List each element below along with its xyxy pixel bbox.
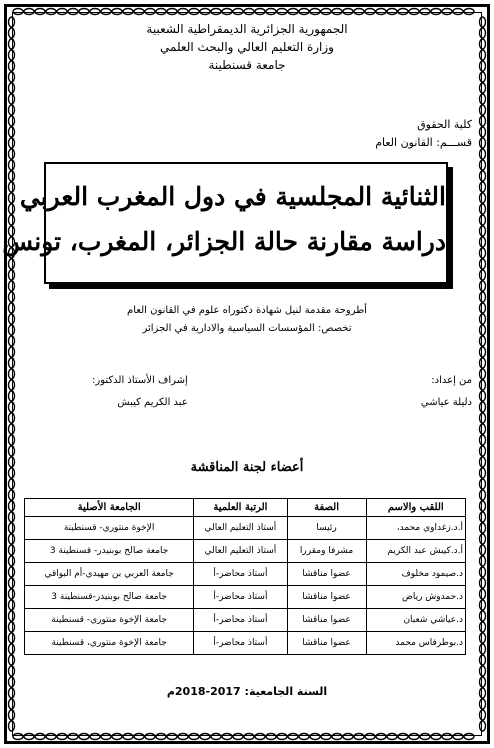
border-ornament [480,270,486,280]
border-ornament [9,303,15,313]
member-rank: أستاذ محاضر-أ [194,586,287,609]
border-ornament [480,61,486,71]
border-ornament [354,734,364,740]
border-ornament [480,446,486,456]
ministry-name: وزارة التعليم العالي والبحث العلمي [160,40,334,54]
table-row [25,586,466,609]
border-ornament [134,734,144,740]
border-ornament [480,699,486,709]
border-ornament [9,501,15,511]
border-ornament [9,39,15,49]
border-ornament [35,9,45,15]
border-ornament [376,734,386,740]
border-ornament [9,622,15,632]
border-ornament [200,9,210,15]
border-ornament [480,50,486,60]
border-ornament [9,688,15,698]
border-ornament [299,9,309,15]
faculty-name: كلية الحقوق [417,118,472,131]
member-university: جامعة الإخوة منتوري، قسنطينة [25,632,194,655]
supervisor-block [92,370,188,414]
border-ornament [288,734,298,740]
member-name: أ.د.زغداوي محمد، [366,517,465,540]
border-ornament [9,182,15,192]
border-ornament [211,9,221,15]
border-ornament [9,611,15,621]
border-ornament [167,9,177,15]
border-ornament [480,28,486,38]
member-rank: أستاذ محاضر-أ [194,609,287,632]
committee-header-row [25,499,466,517]
border-ornament [480,193,486,203]
border-ornament [387,734,397,740]
border-ornament [480,314,486,324]
border-ornament [480,72,486,82]
border-ornament [178,9,188,15]
border-ornament [480,204,486,214]
border-ornament [9,490,15,500]
border-ornament [376,9,386,15]
border-ornament [9,523,15,533]
border-ornament [431,9,441,15]
border-ornament [9,83,15,93]
border-ornament [9,534,15,544]
department-name: قســـم: القانون العام [375,136,472,149]
committee-table [24,498,466,655]
border-ornament [480,666,486,676]
border-ornament [321,734,331,740]
border-ornament [9,699,15,709]
border-ornament [145,9,155,15]
border-ornament [9,600,15,610]
border-ornament [420,734,430,740]
border-ornament [321,9,331,15]
border-ornament [480,160,486,170]
border-ornament [398,734,408,740]
border-ornament [9,567,15,577]
border-ornament [178,734,188,740]
border-ornament [90,734,100,740]
border-ornament [480,578,486,588]
table-row [25,563,466,586]
member-rank: أستاذ التعليم العالي [194,517,287,540]
border-ornament [9,50,15,60]
member-name: د.صيمود مخلوف [366,563,465,586]
border-ornament [9,94,15,104]
border-ornament [9,655,15,665]
supervisor-label: إشراف الأستاذ الدكتور: [92,375,188,386]
border-ornament [409,734,419,740]
border-ornament [480,402,486,412]
border-ornament [9,215,15,225]
border-ornament [233,734,243,740]
border-ornament [9,116,15,126]
member-name: د.عياشي شعبان [366,609,465,632]
border-ornament [79,734,89,740]
university-name: جامعة قسنطينة [208,58,286,72]
member-name: د.حمدوش رياض [366,586,465,609]
border-ornament [442,9,452,15]
border-ornament [134,9,144,15]
border-ornament [480,600,486,610]
border-ornament [277,734,287,740]
thesis-title: الثنائية المجلسية في دول المغرب العربي [19,182,446,211]
title-box [2,162,448,284]
border-ornament [480,17,486,27]
border-ornament [480,523,486,533]
border-ornament [420,9,430,15]
border-ornament [9,358,15,368]
table-row [25,609,466,632]
header-university: الجامعة الأصلية [25,499,194,517]
border-ornament [354,9,364,15]
member-university: جامعة صالح بوبنيدر- قسنطينة 3 [25,540,194,563]
border-ornament [68,9,78,15]
header-role: الصفة [287,499,366,517]
border-ornament [464,9,474,15]
border-ornament [480,688,486,698]
border-ornament [9,281,15,291]
border-ornament [9,325,15,335]
border-ornament [9,28,15,38]
border-ornament [343,734,353,740]
border-ornament [480,490,486,500]
member-rank: أستاذ محاضر-أ [194,632,287,655]
table-row [25,540,466,563]
border-ornament [480,545,486,555]
border-ornament [480,369,486,379]
table-row [25,632,466,655]
border-ornament [310,734,320,740]
border-ornament [480,424,486,434]
committee-title: أعضاء لجنة المناقشة [190,460,304,475]
border-ornament [9,644,15,654]
border-ornament [112,734,122,740]
member-rank: أستاذ التعليم العالي [194,540,287,563]
border-ornament [299,734,309,740]
border-ornament [9,457,15,467]
border-ornament [480,171,486,181]
border-ornament [244,9,254,15]
border-ornament [24,734,34,740]
document-page [2,20,472,730]
member-role: مشرفا ومقررا [287,540,366,563]
member-role: عضوا مناقشا [287,586,366,609]
border-ornament [480,501,486,511]
border-ornament [480,237,486,247]
border-ornament [9,710,15,720]
member-university: جامعة العربي بن مهيدي-أم البواقي [25,563,194,586]
prepared-by-block [421,370,472,414]
border-ornament [9,292,15,302]
border-ornament [9,314,15,324]
border-ornament [79,9,89,15]
border-ornament [9,369,15,379]
border-ornament [9,677,15,687]
border-ornament [9,259,15,269]
border-ornament [480,457,486,467]
border-ornament [46,9,56,15]
border-ornament [464,734,474,740]
member-role: عضوا مناقشا [287,609,366,632]
border-ornament [387,9,397,15]
border-ornament [480,721,486,731]
border-ornament [480,677,486,687]
border-ornament [480,259,486,269]
border-ornament [9,391,15,401]
border-ornament [222,9,232,15]
border-ornament [123,9,133,15]
thesis-subtitle: دراسة مقارنة حالة الجزائر، المغرب، تونس [2,227,446,256]
border-ornament [480,292,486,302]
border-ornament [156,9,166,15]
border-ornament [480,611,486,621]
border-ornament [453,9,463,15]
border-ornament [480,303,486,313]
institution-header [22,20,472,74]
header-rank: الرتبة العلمية [194,499,287,517]
border-ornament [480,391,486,401]
border-ornament [480,468,486,478]
border-ornament [101,734,111,740]
border-ornament [480,138,486,148]
member-university: جامعة الإخوة منتوري- قسنطينة [25,609,194,632]
border-ornament [431,734,441,740]
border-ornament [9,347,15,357]
border-ornament [480,149,486,159]
border-ornament [480,281,486,291]
border-ornament [167,734,177,740]
border-ornament [68,734,78,740]
border-ornament [9,17,15,27]
specialty-line: تخصص: المؤسسات السياسية والادارية في الجزائر [142,323,352,334]
border-ornament [480,413,486,423]
border-ornament [9,72,15,82]
border-ornament [480,633,486,643]
border-ornament [453,734,463,740]
border-ornament [57,9,67,15]
border-ornament [9,160,15,170]
border-ornament [9,578,15,588]
border-ornament [9,468,15,478]
border-ornament [189,9,199,15]
border-ornament [480,622,486,632]
border-ornament [9,204,15,214]
border-ornament [255,9,265,15]
border-ornament [480,380,486,390]
border-ornament [480,655,486,665]
border-ornament [480,347,486,357]
border-ornament [332,734,342,740]
member-rank: أستاذ محاضر-أ [194,563,287,586]
border-ornament [343,9,353,15]
border-ornament [442,734,452,740]
border-ornament [9,424,15,434]
border-ornament [189,734,199,740]
border-ornament [9,633,15,643]
member-name: أ.د.كيبش عبد الكريم [366,540,465,563]
border-ornament [310,9,320,15]
border-ornament [9,127,15,137]
border-ornament [480,358,486,368]
border-ornament [9,721,15,731]
border-ornament [480,215,486,225]
border-ornament [101,9,111,15]
member-university: جامعة صالح بوبنيدر-قسنطينة 3 [25,586,194,609]
border-ornament [145,734,155,740]
border-ornament [480,248,486,258]
border-ornament [9,61,15,71]
border-ornament [480,512,486,522]
border-ornament [480,325,486,335]
border-ornament [255,734,265,740]
member-role: عضوا مناقشا [287,563,366,586]
border-ornament [365,9,375,15]
border-ornament [13,9,23,15]
border-ornament [480,710,486,720]
border-ornament [233,9,243,15]
academic-year: السنة الجامعية: 2017-2018م [166,685,328,698]
border-ornament [9,512,15,522]
thesis-description [22,302,472,338]
border-ornament [9,171,15,181]
border-ornament [9,589,15,599]
border-ornament [365,734,375,740]
border-ornament [398,9,408,15]
member-role: عضوا مناقشا [287,632,366,655]
border-ornament [480,567,486,577]
border-ornament [9,149,15,159]
border-ornament [9,479,15,489]
border-ornament [57,734,67,740]
border-ornament [35,734,45,740]
border-ornament [480,226,486,236]
border-ornament [480,83,486,93]
border-ornament [9,380,15,390]
border-ornament [9,666,15,676]
border-ornament [480,116,486,126]
degree-line: أطروحة مقدمة لنيل شهادة دكتوراه علوم في القانون العام [127,305,367,316]
border-ornament [480,589,486,599]
border-ornament [288,9,298,15]
border-ornament [211,734,221,740]
border-ornament [112,9,122,15]
border-ornament [9,556,15,566]
border-ornament [9,336,15,346]
border-ornament [480,479,486,489]
faculty-block [375,116,472,152]
border-ornament [480,105,486,115]
border-ornament [266,9,276,15]
header-name: اللقب والاسم [366,499,465,517]
border-ornament [9,413,15,423]
border-ornament [480,336,486,346]
border-ornament [266,734,276,740]
border-ornament [123,734,133,740]
border-ornament [480,534,486,544]
border-ornament [9,545,15,555]
border-ornament [156,734,166,740]
border-ornament [9,193,15,203]
border-ornament [9,138,15,148]
border-ornament [90,9,100,15]
border-ornament [222,734,232,740]
border-ornament [24,9,34,15]
member-university: الإخوة منتوري- قسنطينة [25,517,194,540]
prepared-by-label: من إعداد: [431,375,472,386]
border-ornament [480,435,486,445]
border-ornament [9,402,15,412]
border-ornament [480,127,486,137]
border-ornament [480,556,486,566]
border-ornament [409,9,419,15]
border-ornament [480,39,486,49]
member-name: د.بوطرفاس محمد [366,632,465,655]
border-ornament [9,270,15,280]
border-ornament [46,734,56,740]
prepared-by-name: دليلة عياشي [420,397,472,408]
border-ornament [9,105,15,115]
border-ornament [200,734,210,740]
border-ornament [9,435,15,445]
border-ornament [9,446,15,456]
member-role: رئيسا [287,517,366,540]
border-ornament [480,182,486,192]
border-ornament [332,9,342,15]
border-ornament [480,644,486,654]
table-row [25,517,466,540]
border-ornament [277,9,287,15]
border-ornament [13,734,23,740]
republic-name: الجمهورية الجزائرية الديمقراطية الشعبية [146,22,348,36]
border-ornament [244,734,254,740]
border-ornament [480,94,486,104]
supervisor-name: عبد الكريم كيبش [117,397,188,408]
